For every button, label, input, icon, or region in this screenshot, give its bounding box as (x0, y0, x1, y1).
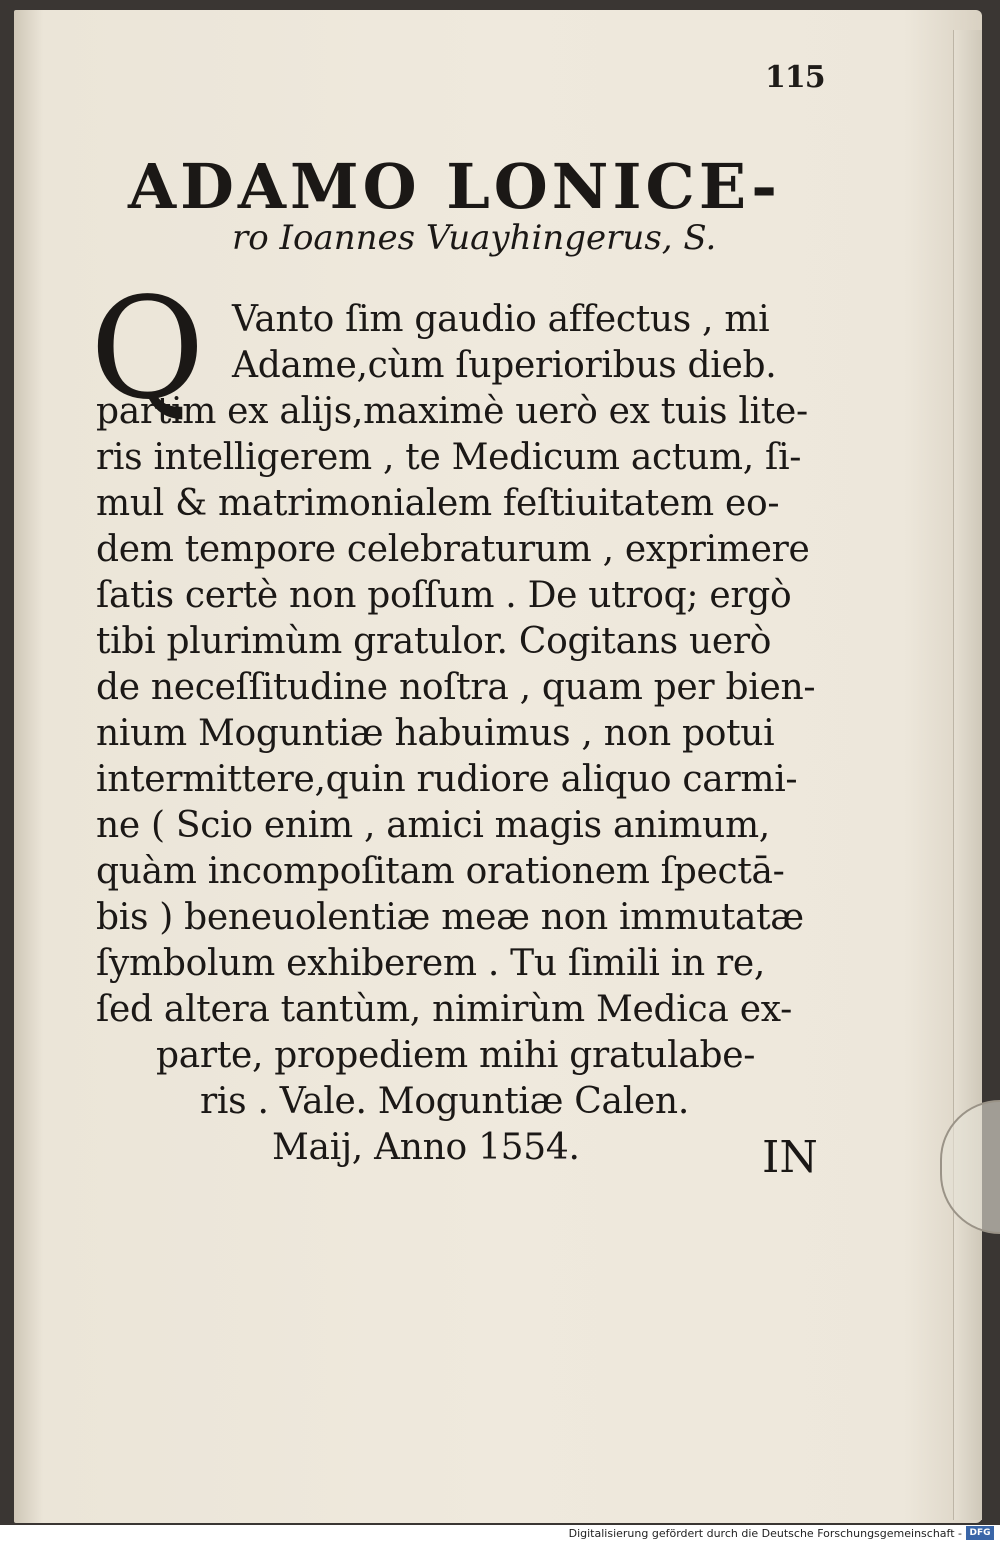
footer-credit: Digitalisierung gefördert durch die Deutsche Forschungsgemeinschaft - (568, 1527, 962, 1540)
body-line: bis ) beneuolentiæ meæ non immutatæ (96, 897, 804, 938)
body-line: ſymbolum exhiberem . Tu ſimili in re, (96, 943, 766, 984)
catchword: IN (762, 1132, 818, 1183)
body-line: ſatis certè non poſſum . De utroq; ergò (96, 575, 792, 616)
body-line: parte, propediem mihi gratulabe- (156, 1035, 756, 1076)
drop-cap: Q (90, 268, 205, 431)
body-line: tibi plurimùm gratulor. Cogitans uerò (96, 621, 772, 662)
page-number: 115 (765, 60, 825, 95)
heading-line-1: ADAMO LONICE- (128, 150, 781, 223)
heading-line-2: ro Ioannes Vuayhingerus, S. (232, 218, 717, 258)
body-line: Maij, Anno 1554. (272, 1127, 580, 1168)
body-line: quàm incompoſitam orationem ſpectā- (96, 851, 785, 892)
body-line: ris . Vale. Moguntiæ Calen. (200, 1081, 689, 1122)
body-line: Adame,cùm ſuperioribus dieb. (232, 345, 777, 386)
page-edge (953, 30, 982, 1520)
body-line: Vanto ſim gaudio affectus , mi (232, 299, 770, 340)
body-line: nium Moguntiæ habuimus , non potui (96, 713, 775, 754)
body-line: partim ex alijs,maximè uerò ex tuis lite- (96, 391, 808, 432)
body-line: ne ( Scio enim , amici magis animum, (96, 805, 770, 846)
body-line: ſed altera tantùm, nimirùm Medica ex- (96, 989, 792, 1030)
body-line: de neceſſitudine noſtra , quam per bien- (96, 667, 816, 708)
body-line: dem tempore celebraturum , exprimere (96, 529, 810, 570)
body-line: mul & matrimonialem feſtiuitatem eo- (96, 483, 780, 524)
dfg-logo: DFG (966, 1526, 994, 1540)
body-line: intermittere,quin rudiore aliquo carmi- (96, 759, 798, 800)
body-line: ris intelligerem , te Medicum actum, ſi- (96, 437, 802, 478)
